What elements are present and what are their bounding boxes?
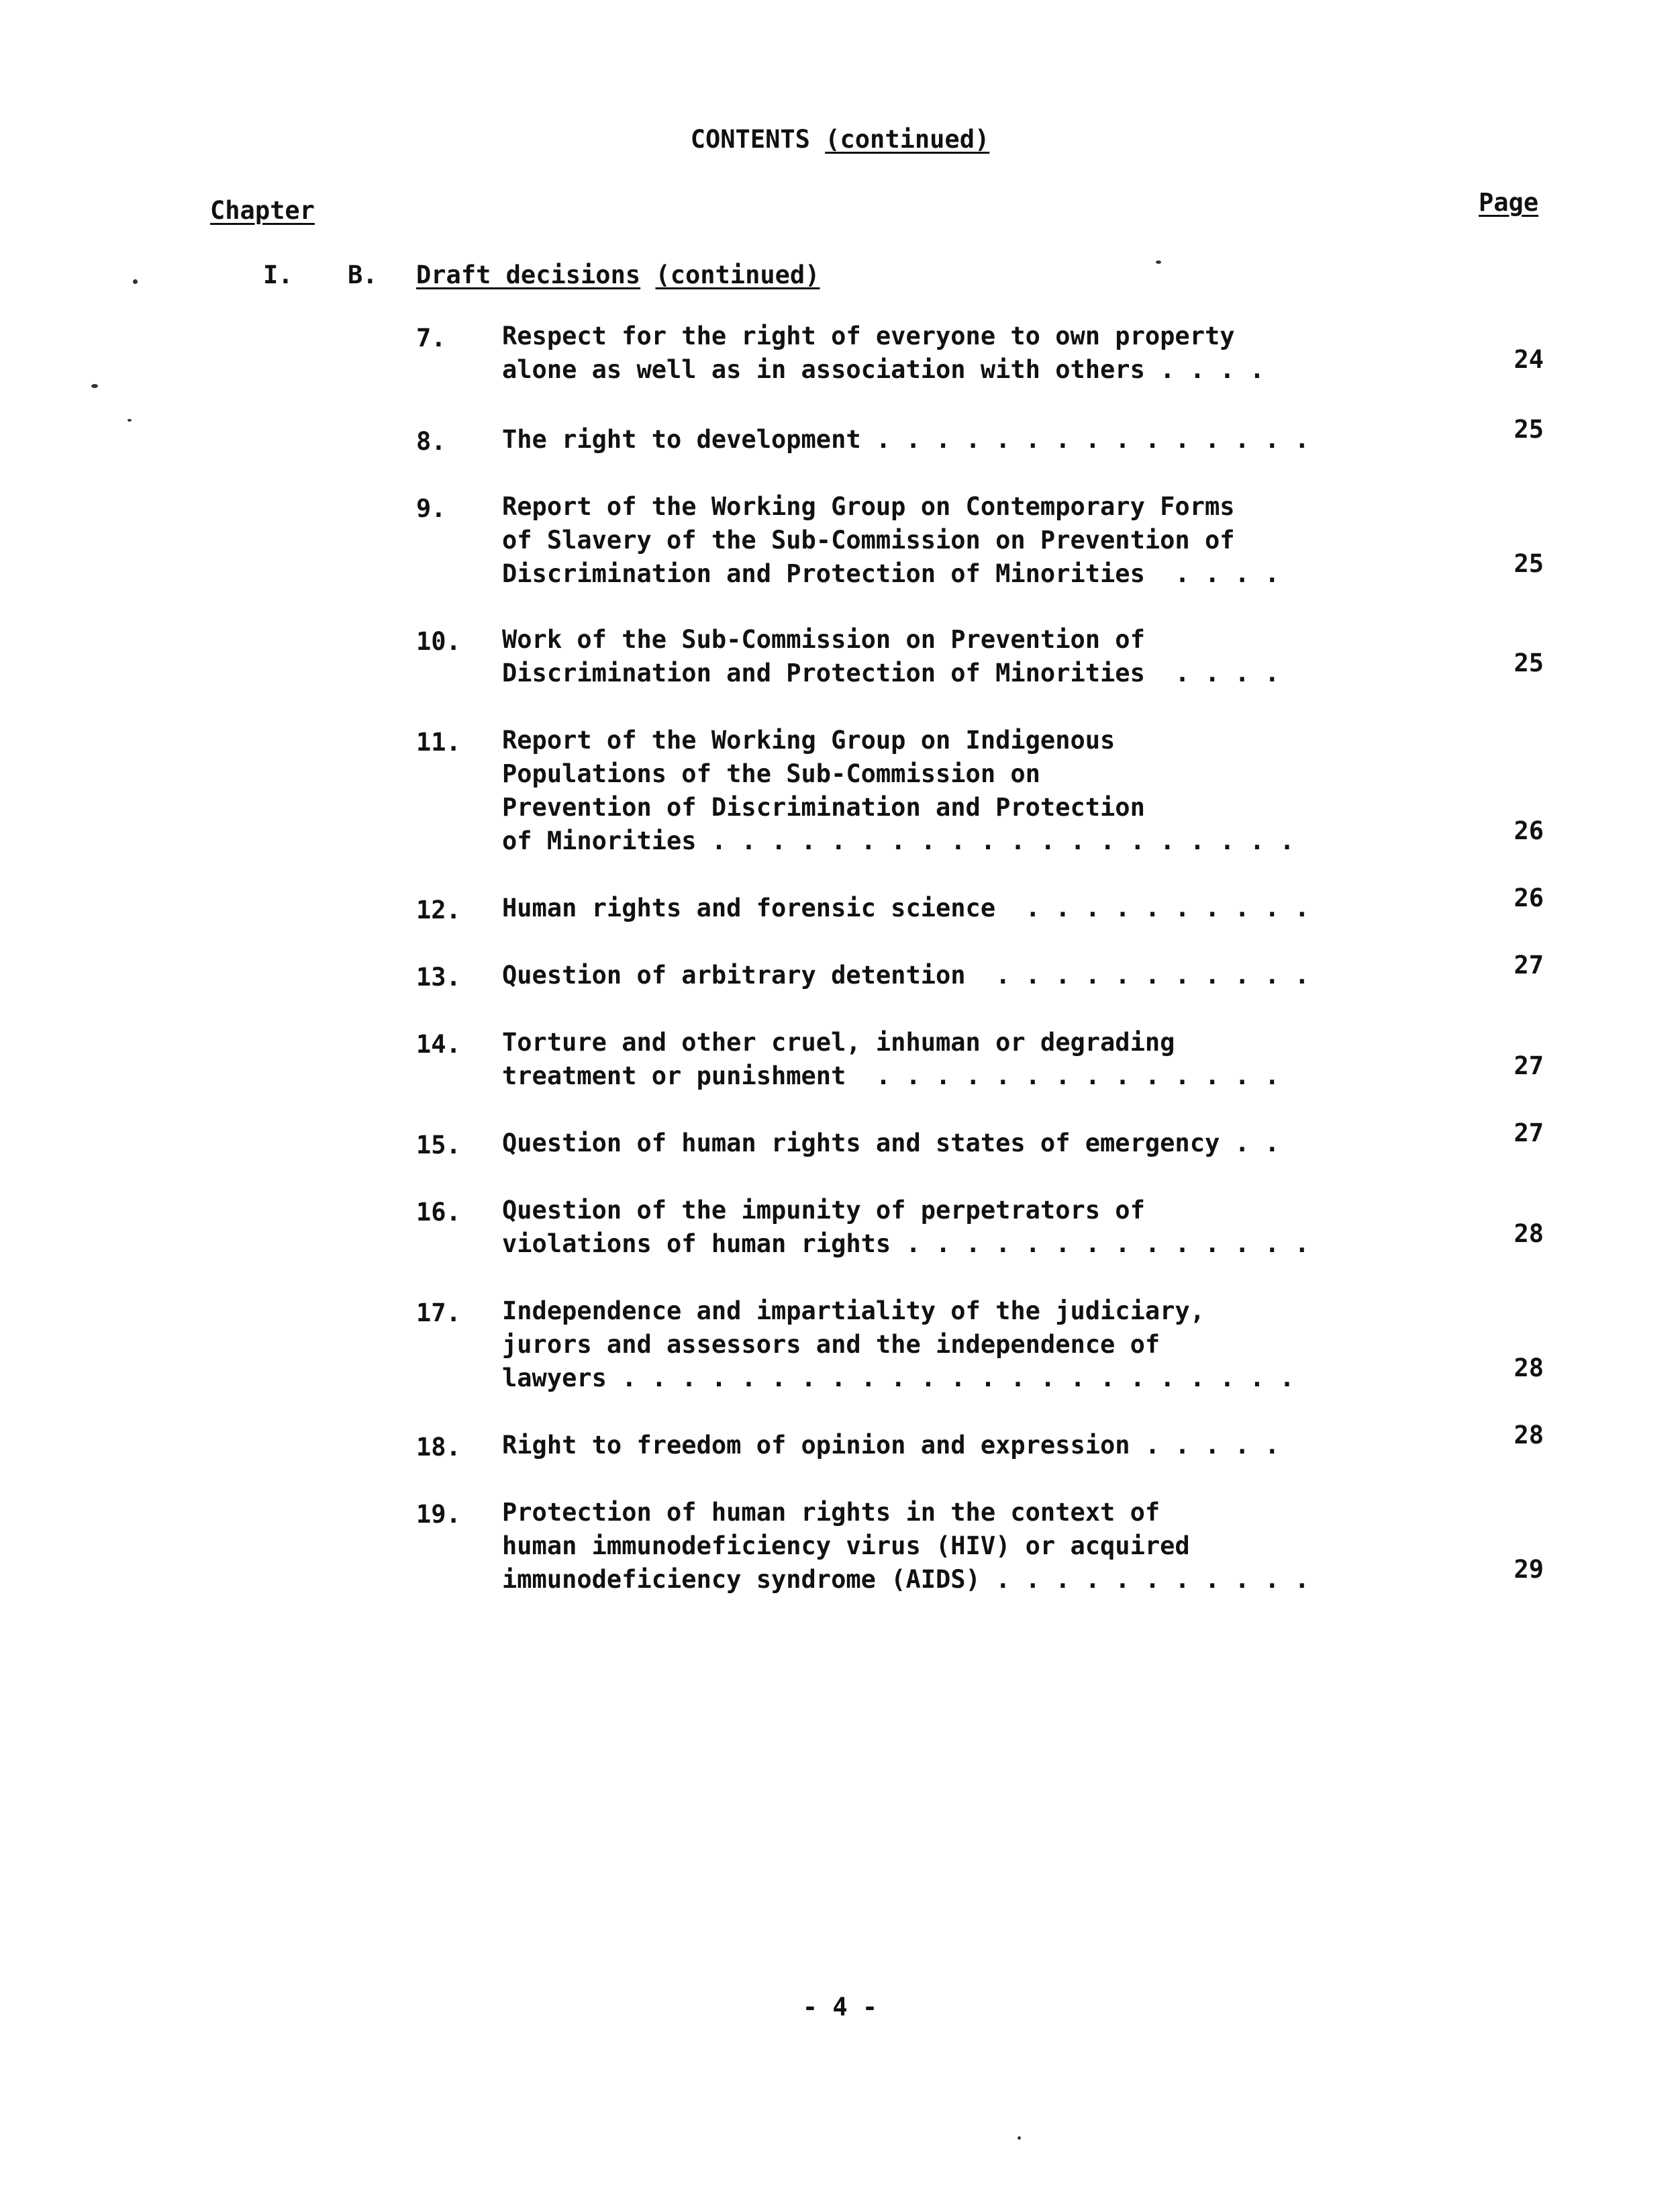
entry-number: 11.: [416, 728, 461, 757]
entry-page-number: 28: [1514, 1353, 1544, 1382]
entry-title-text: Prevention of Discrimination and Protection: [502, 793, 1145, 822]
chapter-column-heading: Chapter: [210, 196, 315, 225]
entry-title-line: [502, 959, 1495, 992]
entry-title-line: [502, 892, 1495, 925]
entry-title: [502, 490, 1495, 591]
entry-number: 17.: [416, 1298, 461, 1327]
entry-title-line: [502, 1563, 1495, 1597]
entry-page-number: 25: [1514, 649, 1544, 677]
entry-title: [502, 892, 1495, 925]
entry-title-text: Populations of the Sub-Commission on: [502, 759, 1040, 788]
entry-title-line: [502, 791, 1495, 824]
scan-speck: [133, 279, 138, 284]
page-number: - 4 -: [802, 1993, 878, 2021]
page-column-heading: Page: [1479, 188, 1539, 217]
entry-title-text: Independence and impartiality of the judiciary,: [502, 1296, 1205, 1325]
chapter-number: I.: [263, 260, 293, 289]
entry-title-line: [502, 1294, 1495, 1328]
dot-leader: . . . . . . . . . . . . . . . . . . . .: [696, 826, 1295, 855]
entry-number: 16.: [416, 1198, 461, 1227]
entry-title-line: [502, 1529, 1495, 1563]
entry-title-line: [502, 353, 1495, 387]
entry-title: [502, 1429, 1495, 1462]
title-text: CONTENTS: [690, 125, 810, 154]
entry-title: [502, 1127, 1495, 1160]
page-title: [0, 125, 1680, 154]
entry-number: 8.: [416, 427, 446, 456]
dot-leader: . . . . . . . . . . . . . . .: [860, 425, 1310, 454]
dot-leader: . .: [1220, 1129, 1280, 1157]
entry-title: [502, 320, 1495, 387]
entry-title-text: Torture and other cruel, inhuman or degrading: [502, 1028, 1175, 1057]
entry-page-number: 25: [1514, 549, 1544, 578]
entry-title: [502, 623, 1495, 690]
entry-number: 12.: [416, 896, 461, 924]
section-title-continued: (continued): [655, 260, 820, 289]
entry-title-text: Question of the impunity of perpetrators of: [502, 1196, 1145, 1225]
section-title-text: Draft decisions: [416, 260, 641, 289]
dot-leader: . . . .: [1144, 355, 1265, 384]
scan-speck: [91, 384, 98, 388]
dot-leader: . . . .: [1144, 659, 1280, 687]
entry-title-text: Protection of human rights in the context of: [502, 1498, 1160, 1527]
scan-speck: [1018, 2136, 1021, 2140]
entry-title-text: Work of the Sub-Commission on Prevention of: [502, 625, 1145, 654]
entry-title-text: Human rights and forensic science: [502, 894, 996, 922]
entry-title-line: [502, 623, 1495, 657]
dot-leader: . . . . . . . . . . . . . .: [891, 1229, 1310, 1258]
entry-number: 10.: [416, 627, 461, 656]
entry-page-number: 26: [1514, 816, 1544, 845]
entry-title-text: Question of arbitrary detention: [502, 961, 966, 990]
entry-number: 15.: [416, 1131, 461, 1159]
entry-page-number: 28: [1514, 1421, 1544, 1449]
entry-title-line: [502, 1429, 1495, 1462]
entry-title-line: [502, 1194, 1495, 1227]
section-title: [416, 260, 820, 289]
entry-title-line: [502, 524, 1495, 557]
entry-title-text: human immunodeficiency virus (HIV) or acquired: [502, 1531, 1190, 1560]
dot-leader: . . . . . . . . . . .: [965, 961, 1310, 990]
entry-title-text: alone as well as in association with others: [502, 355, 1145, 384]
entry-title-text: treatment or punishment: [502, 1061, 846, 1090]
dot-leader: . . . . . . . . . .: [995, 894, 1310, 922]
dot-leader: . . . . . . . . . . . . . .: [846, 1061, 1280, 1090]
entry-page-number: 29: [1514, 1555, 1544, 1584]
entry-number: 14.: [416, 1030, 461, 1059]
entry-title: [502, 959, 1495, 992]
entry-title-line: [502, 1127, 1495, 1160]
entry-title-text: of Minorities: [502, 826, 697, 855]
entry-title-text: Discrimination and Protection of Minorities: [502, 559, 1145, 588]
entry-page-number: 24: [1514, 345, 1544, 374]
entry-number: 13.: [416, 963, 461, 992]
entry-title-text: Respect for the right of everyone to own property: [502, 322, 1235, 350]
entry-title-text: Right to freedom of opinion and expression: [502, 1431, 1130, 1460]
entry-title-line: [502, 490, 1495, 524]
entry-page-number: 27: [1514, 1119, 1544, 1147]
entry-title-line: [502, 1328, 1495, 1362]
entry-title: [502, 1194, 1495, 1261]
entry-page-number: 27: [1514, 1051, 1544, 1080]
entry-title-line: [502, 824, 1495, 858]
entry-title: [502, 1294, 1495, 1395]
dot-leader: . . . . . . . . . . . . . . . . . . . . . . .: [606, 1364, 1295, 1392]
entry-page-number: 28: [1514, 1219, 1544, 1248]
entry-title-line: [502, 1026, 1495, 1059]
entry-title-line: [502, 320, 1495, 353]
entry-title: [502, 1496, 1495, 1597]
entry-title-line: [502, 557, 1495, 591]
entry-title-text: immunodeficiency syndrome (AIDS): [502, 1565, 981, 1594]
dot-leader: . . . . .: [1130, 1431, 1280, 1460]
section-letter: B.: [348, 260, 378, 289]
entry-title-line: [502, 423, 1495, 457]
entry-page-number: 25: [1514, 415, 1544, 444]
entry-title-text: violations of human rights: [502, 1229, 891, 1258]
entry-number: 7.: [416, 324, 446, 352]
entry-title-line: [502, 757, 1495, 791]
entry-number: 18.: [416, 1433, 461, 1462]
entry-title: [502, 423, 1495, 457]
entry-title-line: [502, 1496, 1495, 1529]
entry-title-text: jurors and assessors and the independence of: [502, 1330, 1160, 1359]
entry-title-line: [502, 1059, 1495, 1093]
entry-title-line: [502, 724, 1495, 757]
entry-title: [502, 1026, 1495, 1093]
entry-number: 9.: [416, 494, 446, 523]
entry-title-text: Report of the Working Group on Indigenous: [502, 726, 1116, 755]
dot-leader: . . . . . . . . . . .: [980, 1565, 1310, 1594]
entry-title-text: Discrimination and Protection of Minorities: [502, 659, 1145, 687]
entry-title-line: [502, 657, 1495, 690]
entry-title-text: Question of human rights and states of emergency: [502, 1129, 1220, 1157]
entry-title-text: The right to development: [502, 425, 861, 454]
entry-number: 19.: [416, 1500, 461, 1529]
entry-title: [502, 724, 1495, 858]
entry-title-line: [502, 1362, 1495, 1395]
dot-leader: . . . .: [1144, 559, 1280, 588]
scan-speck: [1156, 260, 1161, 264]
title-continued: (continued): [825, 125, 990, 154]
entry-title-text: Report of the Working Group on Contemporary Forms: [502, 492, 1235, 521]
scan-speck: [128, 419, 132, 422]
entry-page-number: 26: [1514, 884, 1544, 912]
entry-page-number: 27: [1514, 951, 1544, 980]
entry-title-line: [502, 1227, 1495, 1261]
entry-title-text: lawyers: [502, 1364, 607, 1392]
entry-title-text: of Slavery of the Sub-Commission on Prevention of: [502, 526, 1235, 555]
